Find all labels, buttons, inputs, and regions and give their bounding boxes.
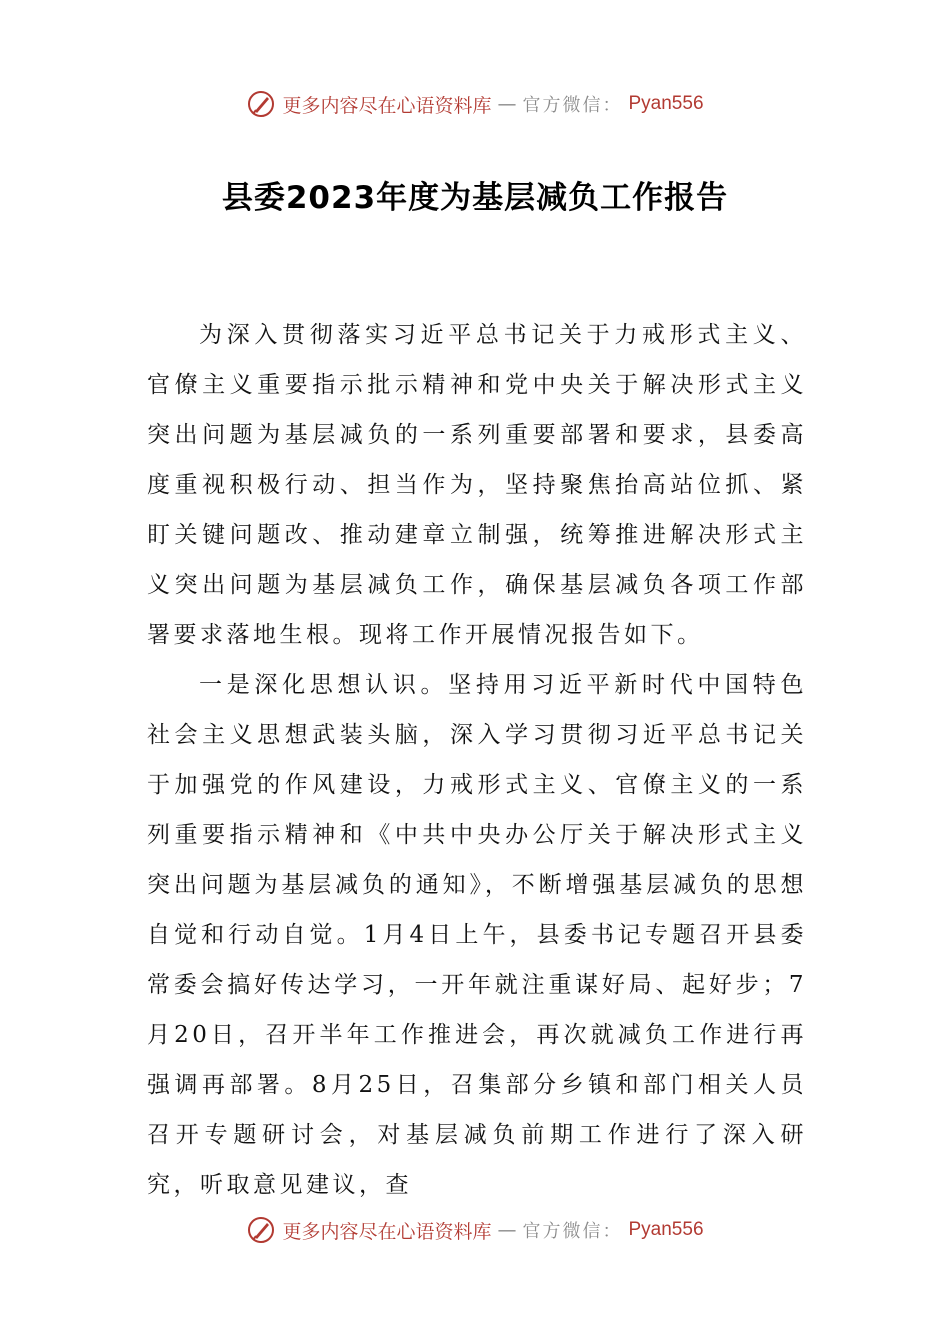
watermark-dash: — xyxy=(497,93,517,115)
paragraph-section-1: 一是深化思想认识。坚持用习近平新时代中国特色社会主义思想武装头脑，深入学习贯彻习近平总书记关于加强党的作风建设，力戒形式主义、官僚主义的一系列重要指示精神和《中共中央办公厅关于解决形式主义突出问题为基层减负的通知》，不断增强基层减负的思想自觉和行动自觉。1月4日上午，县委书记专题召开县委常委会搞好传达学习，一开年就注重谋好局、起好步；7月20日，召开半年工作推进会，再次就减负工作进行再强调再部署。8月25日，召集部分乡镇和部门相关人员召开专题研讨会，对基层减负前期工作进行了深入研究，听取意见建议，查 xyxy=(147,672,807,1198)
watermark-wechat-id: Pyan556 xyxy=(628,1219,704,1240)
watermark-wechat-id: Pyan556 xyxy=(628,93,704,114)
quill-pen-logo-icon xyxy=(246,1215,276,1245)
watermark-label: 官方微信： xyxy=(522,1221,623,1242)
watermark-main-text: 更多内容尽在心语资料库 xyxy=(282,1220,492,1243)
paragraph-intro: 为深入贯彻落实习近平总书记关于力戒形式主义、官僚主义重要指示批示精神和党中央关于解决形式主义突出问题为基层减负的一系列重要部署和要求，县委高度重视积极行动、担当作为，坚持聚焦抬高站位抓、紧盯关键问题改、推动建章立制强，统筹推进解决形式主义突出问题为基层减负工作，确保基层减负各项工作部署要求落地生根。现将工作开展情况报告如下。 xyxy=(147,322,807,648)
watermark-label: 官方微信： xyxy=(522,95,623,116)
header-watermark xyxy=(0,84,950,124)
watermark-main-text: 更多内容尽在心语资料库 xyxy=(282,94,492,117)
watermark-dash: — xyxy=(497,1219,517,1241)
footer-watermark xyxy=(0,1210,950,1250)
quill-pen-logo-icon xyxy=(246,89,276,119)
document-title: 县委2023年度为基层减负工作报告 xyxy=(221,180,729,216)
document-body xyxy=(147,310,807,1210)
